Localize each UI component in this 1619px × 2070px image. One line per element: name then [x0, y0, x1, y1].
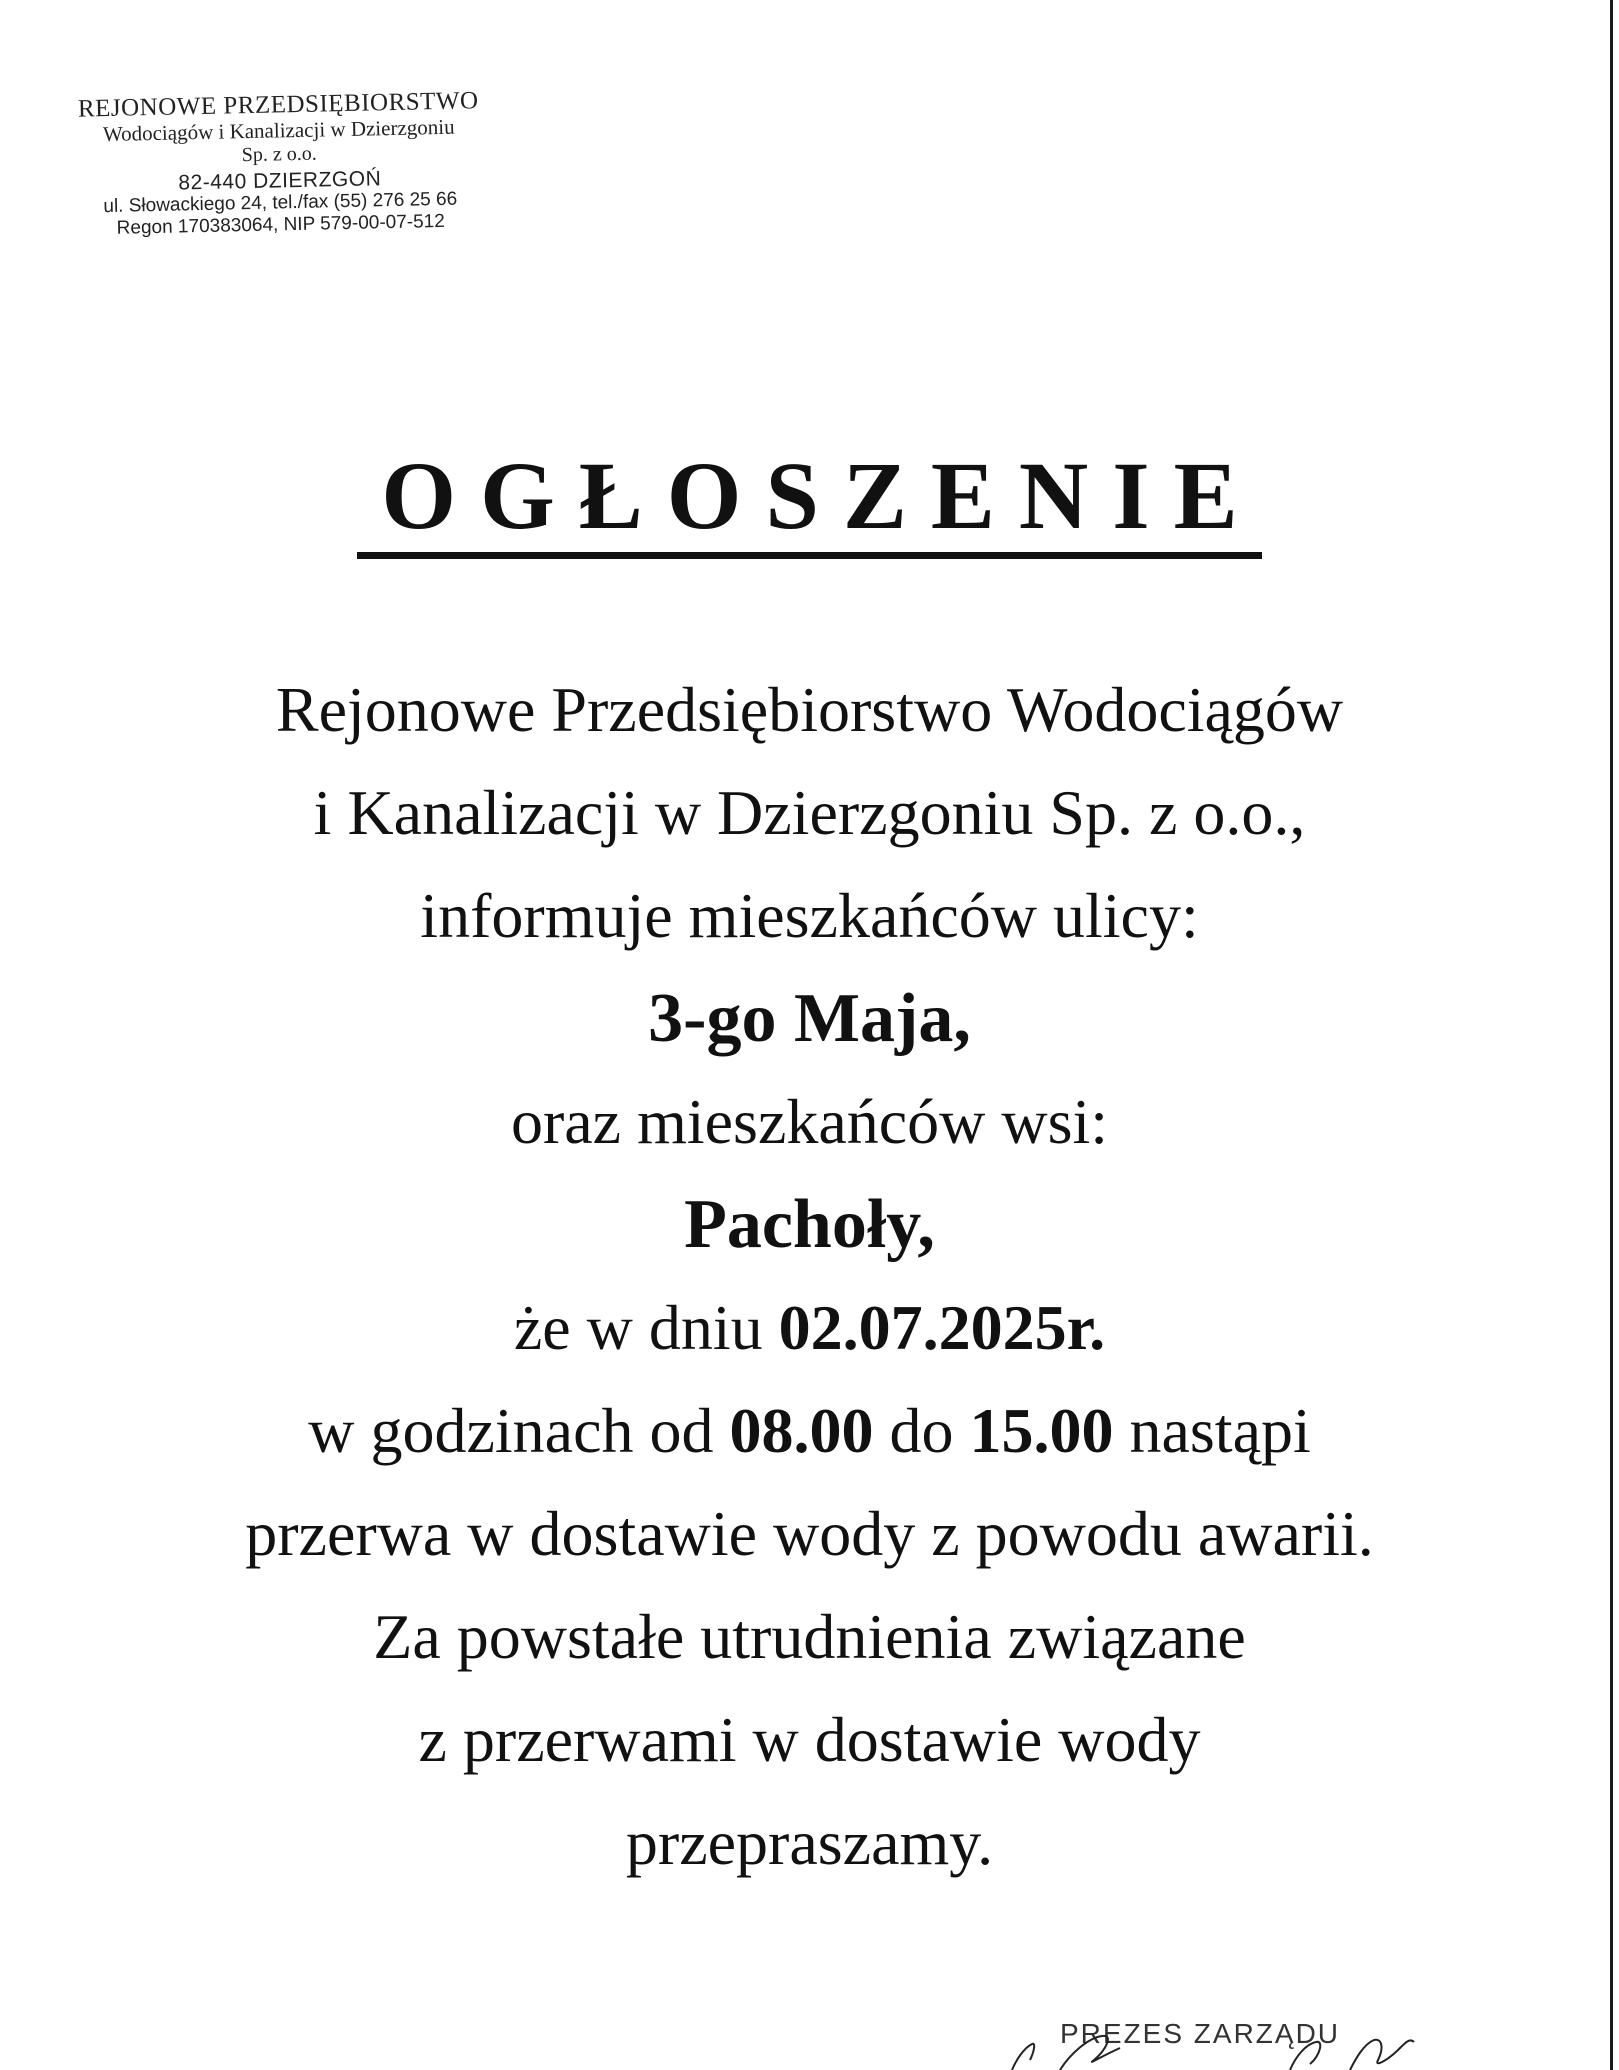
announcement-line: Za powstałe utrudnienia związane	[373, 1601, 1246, 1672]
handwritten-signature	[990, 2030, 1440, 2070]
announcement-line: przepraszamy.	[625, 1807, 994, 1878]
company-stamp	[58, 87, 501, 240]
stamp-company-form: Sp. z o.o.	[241, 142, 317, 166]
hours-suffix: nastąpi	[1113, 1395, 1311, 1466]
time-to: 15.00	[969, 1395, 1114, 1466]
announcement-line: Rejonowe Przedsiębiorstwo Wodociągów	[275, 674, 1344, 745]
stamp-postal-code: 82-440 DZIERZGOŃ	[178, 167, 382, 195]
announcement-body	[0, 658, 1619, 1894]
hours-prefix: w godzinach od	[308, 1395, 730, 1466]
date-line	[0, 1276, 1619, 1379]
street-name: 3-go Maja,	[648, 980, 971, 1057]
announcement-line: informuje mieszkańców ulicy:	[420, 880, 1199, 951]
hours-mid: do	[873, 1395, 970, 1466]
announcement-line: oraz mieszkańców wsi:	[510, 1086, 1109, 1157]
hours-line	[0, 1379, 1619, 1482]
stamp-company-name: REJONOWE PRZEDSIĘBIORSTWO	[77, 87, 479, 123]
page-title-wrapper	[0, 442, 1619, 559]
stamp-company-subname: Wodociągów i Kanalizacji w Dzierzgoniu	[102, 114, 455, 147]
stamp-address: ul. Słowackiego 24, tel./fax (55) 276 25 66	[103, 189, 458, 218]
stamp-registry: Regon 170383064, NIP 579-00-07-512	[116, 210, 446, 239]
announcement-line: przerwa w dostawie wody z powodu awarii.	[245, 1498, 1374, 1569]
signature-title: PREZES ZARZĄDU	[1060, 2018, 1341, 2049]
page-title: OGŁOSZENIE	[357, 448, 1261, 559]
outage-date: 02.07.2025r.	[778, 1292, 1106, 1363]
village-name: Pachoły,	[684, 1186, 935, 1263]
time-from: 08.00	[729, 1395, 874, 1466]
date-prefix: że w dniu	[513, 1292, 779, 1363]
announcement-line: i Kanalizacji w Dzierzgoniu Sp. z o.o.,	[313, 777, 1306, 848]
announcement-line: z przerwami w dostawie wody	[418, 1704, 1201, 1775]
